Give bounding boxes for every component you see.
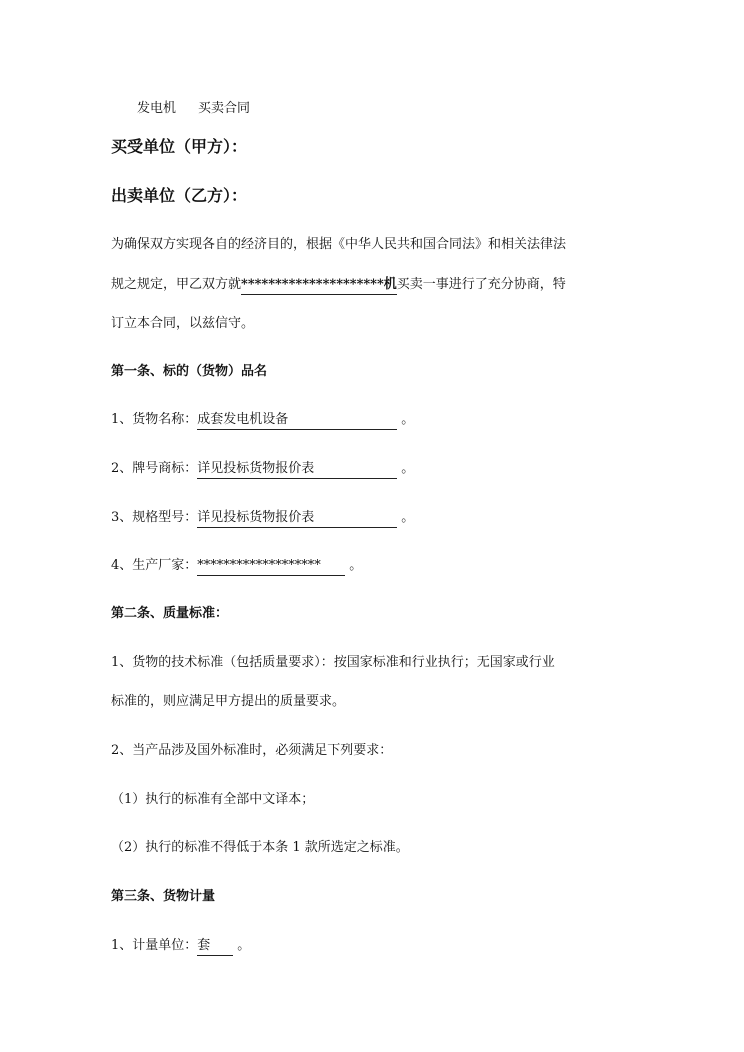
seller-line: 出卖单位（乙方）：: [111, 186, 248, 205]
goods-name-label: 1、货物名称：: [111, 412, 198, 427]
article-2-para-2: 2、当产品涉及国外标准时，必须满足下列要求：: [111, 743, 393, 758]
article-1-item-4: [111, 558, 362, 576]
unit-value: 套: [197, 938, 233, 956]
intro-line-3: 订立本合同，以兹信守。: [111, 316, 255, 331]
manufacturer-label: 4、生产厂家：: [111, 558, 198, 573]
machine-name-fill: *********************机: [241, 277, 397, 295]
article-2-para-2-sub-2: （2）执行的标准不得低于本条 1 款所选定之标准。: [111, 840, 409, 855]
article-1-item-1: [111, 412, 414, 430]
buyer-line: 买受单位（甲方）：: [111, 137, 248, 156]
article-1-item-3: [111, 510, 414, 528]
manufacturer-value: *******************: [197, 558, 345, 576]
article-3-heading: 第三条、货物计量: [111, 889, 216, 904]
intro-line-1: 为确保双方实现各自的经济目的，根据《中华人民共和国合同法》和相关法律法: [111, 237, 567, 252]
end-mark: 。: [237, 938, 251, 953]
end-mark: 。: [401, 510, 415, 525]
model-value: 详见投标货物报价表: [197, 510, 397, 528]
contract-title-subject: 发电机: [137, 101, 177, 116]
intro-line-2: [111, 277, 566, 295]
article-2-para-1-line-2: 标准的，则应满足甲方提出的质量要求。: [111, 694, 346, 709]
intro-line-2-prefix: 规之规定，甲乙双方就: [111, 277, 242, 292]
article-1-item-2: [111, 461, 414, 479]
article-2-heading: 第二条、质量标准：: [111, 606, 229, 621]
contract-title: [137, 101, 250, 117]
brand-value: 详见投标货物报价表: [197, 461, 397, 479]
unit-label: 1、计量单位：: [111, 938, 198, 953]
article-2-para-1-line-1: 1、货物的技术标准（包括质量要求）：按国家标准和行业执行；无国家或行业: [111, 655, 555, 670]
end-mark: 。: [401, 412, 415, 427]
article-2-para-2-sub-1: （1）执行的标准有全部中文译本；: [111, 792, 315, 807]
model-label: 3、规格型号：: [111, 510, 198, 525]
contract-title-type: 买卖合同: [198, 101, 251, 116]
brand-label: 2、牌号商标：: [111, 461, 198, 476]
article-1-heading: 第一条、标的（货物）品名: [111, 364, 268, 379]
intro-line-2-suffix: 买卖一事进行了充分协商，特: [396, 277, 566, 292]
article-3-item-1: [111, 938, 250, 956]
goods-name-value: 成套发电机设备: [197, 412, 397, 430]
end-mark: 。: [401, 461, 415, 476]
end-mark: 。: [349, 558, 363, 573]
